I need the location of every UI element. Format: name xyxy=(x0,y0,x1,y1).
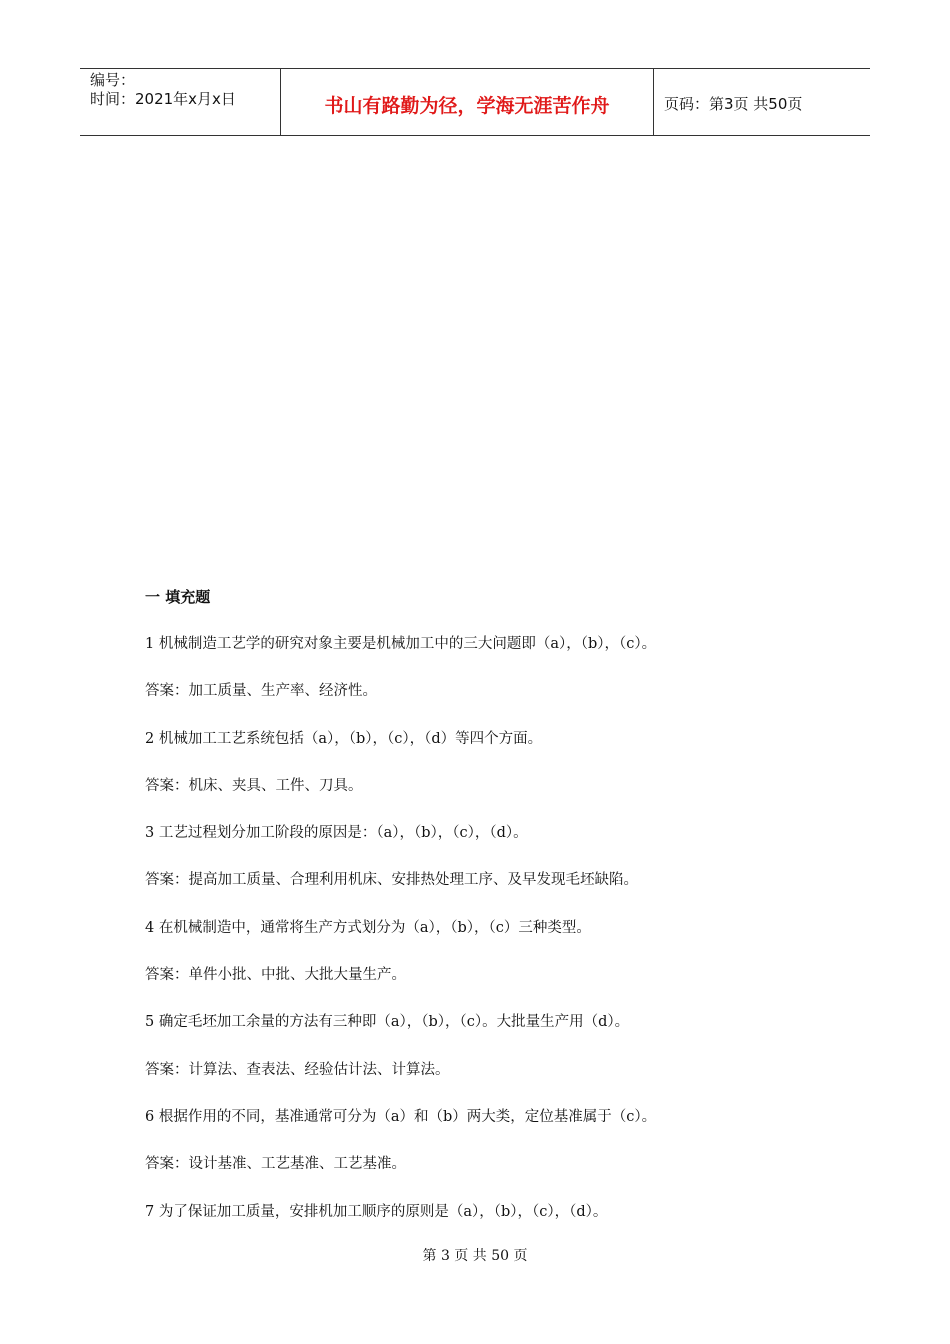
document-body xyxy=(145,586,845,1248)
answer-6: 答案：设计基准、工艺基准、工艺基准。 xyxy=(145,1156,406,1173)
answer-4: 答案：单件小批、中批、大批大量生产。 xyxy=(145,967,406,984)
header-page-info: 页码：第3页 共50页 xyxy=(664,94,803,113)
question-4: 4 在机械制造中，通常将生产方式划分为（a），（b），（c）三种类型。 xyxy=(145,919,591,936)
header-motto: 书山有路勤为径，学海无涯苦作舟 xyxy=(281,69,654,135)
question-6: 6 根据作用的不同，基准通常可分为（a）和（b）两大类，定位基准属于（c）。 xyxy=(145,1108,657,1125)
question-5: 5 确定毛坯加工余量的方法有三种即（a），（b），（c）。大批量生产用（d）。 xyxy=(145,1014,630,1031)
question-3: 3 工艺过程划分加工阶段的原因是：（a），（b），（c），（d）。 xyxy=(145,825,528,842)
number-label: 编号： xyxy=(90,71,136,89)
time-label: 时间：2021年x月x日 xyxy=(90,90,236,108)
question-7: 7 为了保证加工质量，安排机加工顺序的原则是（a），（b），（c），（d）。 xyxy=(145,1203,608,1220)
question-2: 2 机械加工工艺系统包括（a），（b），（c），（d）等四个方面。 xyxy=(145,730,543,747)
question-1: 1 机械制造工艺学的研究对象主要是机械加工中的三大问题即（a），（b），（c）。 xyxy=(145,636,657,652)
answer-5: 答案：计算法、查表法、经验估计法、计算法。 xyxy=(145,1061,450,1078)
answer-2: 答案：机床、夹具、工件、刀具。 xyxy=(145,777,363,794)
section-title: 一 填充题 xyxy=(145,588,211,606)
page-header xyxy=(80,68,870,136)
page-footer: 第 3 页 共 50 页 xyxy=(422,1248,528,1264)
answer-3: 答案：提高加工质量、合理利用机床、安排热处理工序、及早发现毛坯缺陷。 xyxy=(145,872,638,889)
answer-1: 答案：加工质量、生产率、经济性。 xyxy=(145,683,377,700)
header-meta xyxy=(80,69,281,135)
